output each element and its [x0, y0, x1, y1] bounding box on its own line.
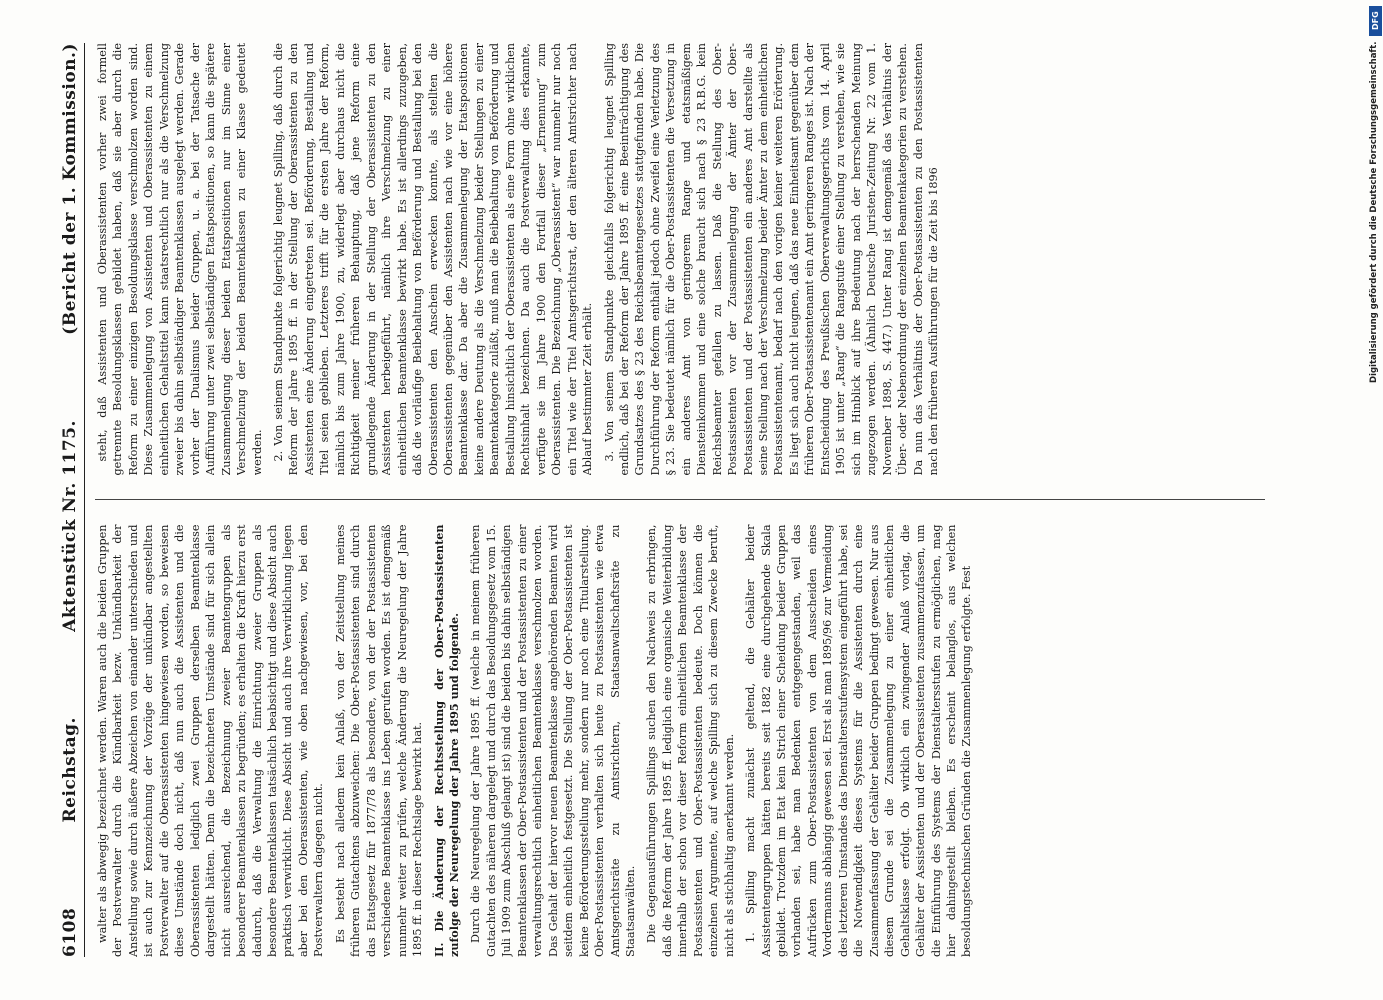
left-paragraph-5: 1. Spilling macht zunächst geltend, die Gehälter beider Assistentengruppen hätten bereits seit 1882 eine durchgehende Skala gebildet. Trotzdem im Etat kein Strich einer Scheidung beider Gruppen vorhanden sei, habe man Bedenken entgegengestanden, weil das Aufrücken zum Ober-Postassistenten von dem Ausscheiden eines Vordermanns abhängig gewesen sei. Erst als man 1895/96 zur Vermeidung des letzteren Umstandes das Dienstaltersstufensystem eingeführt habe, sei die Notwendigkeit dieses Systems für die Assistenten durch eine Zusammenfassung der Gehälter beider Gruppen bedingt gewesen. Nur aus diesem Grunde sei die Zusammenlegung zu einer einheitlichen Gehaltsklasse erfolgt. Ob wirklich ein zwingender Anlaß vorlag, die Gehälter der Assistenten und der Oberassistenten zusammenzufassen, um die Einführung des Systems der Dienstaltersstufen zu ermöglichen, mag hier dahingestellt bleiben. Es erscheint belanglos, aus welchen besoldungstechnischen Gründen die Zusammenlegung erfolgte. Fest	[744, 524, 974, 957]
dfg-logo: DFG	[1369, 6, 1382, 36]
page-header	[60, 43, 85, 957]
left-paragraph-2: Es besteht nach alledem kein Anlaß, von der Zeitstellung meines früheren Gutachtens abzuweichen: Die Ober-Postassistenten sind durch das Etatsgesetz für 1877/78 als besondere, von der der Postassistenten verschiedene Beamtenklasse ins Leben gerufen worden. Es ist demgemäß nunmehr weiter zu prüfen, welche Änderung die Neuregelung der Jahre 1895 ff. in dieser Rechtslage bewirkt hat.	[333, 524, 425, 957]
right-column	[95, 43, 1265, 476]
left-column	[95, 525, 1265, 958]
report-title: (Bericht der 1. Kommission.)	[60, 43, 80, 335]
page-number: 6108	[60, 907, 80, 957]
right-paragraph-1: steht, daß Assistenten und Oberassistenten vorher zwei formell getrennte Besoldungsklassen gebildet haben, daß sie aber durch die Reform zu einer einzigen Besoldungsklasse verschmolzen worden sind. Diese Zusammenlegung von Assistenten und Oberassistenten zu einem einheitlichen Gehaltstitel kann staatsrechtlich nur als die Verschmelzung zweier bis dahin selbständiger Beamtenklassen ausgelegt werden. Gerade vorher der Dualismus beider Gruppen, u. a. bei der Tatsache der Aufführung unter zwei selbständigen Etatspositionen, so kann die spätere Zusammenlegung dieser beiden Etatspositionen nur im Sinne einer Verschmelzung der beiden Beamtenklassen zu einer Klasse gedeutet werden.	[96, 43, 264, 476]
left-paragraph-3: Durch die Neuregelung der Jahre 1895 ff. (welche in meinem früheren Gutachten des näheren dargelegt und durch das Besoldungsgesetz vom 15. Juli 1909 zum Abschluß gelangt ist) sind die beiden bis dahin selbständigen Beamtenklassen der Ober-Postassistenten und der Postassistenten zu einer verwaltungsrechtlich einheitlichen Beamtenklasse verschmolzen worden. Das Gehalt der hiervor neuen Beamtenklasse angehörenden Beamten wird seitdem einheitlich festgesetzt. Die Stellung der Ober-Postassistenten ist keine Beförderungsstellung mehr, sondern nur noch eine Titularstellung. Ober-Postassistenten verhalten sich heute zu Postassistenten wie etwa Amtsgerichtsräte zu Amtsrichtern, Staatsanwaltschaftsräte zu Staatsanwälten.	[469, 524, 637, 957]
left-paragraph-1: walter als abwegig bezeichnet werden. Waren auch die beiden Gruppen der Postverwalter durch die Kündbarkeit bezw. Unkündbarkeit der Anstellung sowie durch äußere Abzeichen von einander unterschieden und ist auch zur Kennzeichnung der Vorzüge der unkündbar angestellten Postverwalter auf die Oberassistenten hingewiesen worden, so beweisen diese Umstände doch nicht, daß nun auch die Assistenten und die Oberassistenten lediglich zwei Gruppen derselben Beamtenklasse dargestellt hätten. Denn die bezeichneten Umstände sind für sich allein nicht ausreichend, die Bezeichnung zweier Beamtengruppen als besonderer Beamtenklassen zu begründen; es erhalten die Kraft hierzu erst dadurch, daß die Verwaltung die Einrichtung zweier Gruppen als besondere Beamtenklassen tatsächlich beabsichtigt und diese Absicht auch praktisch verwirklicht. Diese Absicht und auch ihre Verwirklichung liegen aber bei den Oberassistenten, wie oben nachgewiesen, vor, bei den Postverwaltern dagegen nicht.	[96, 524, 326, 957]
document-number: Aktenstück Nr. 1175.	[60, 420, 80, 632]
right-paragraph-3: 3. Von seinem Standpunkte gleichfalls folgerichtig leugnet Spilling endlich, daß bei der Reform der Jahre 1895 ff. eine Beeinträchtigung des Grundsatzes des § 23 des Reichsbeamtengesetzes stattgefunden habe. Die Durchführung der Reform enthält jedoch ohne Zweifel eine Verletzung des § 23. Sie bedeutet nämlich für die Ober-Postassistenten die Versetzung in ein anderes Amt von geringerem Range und etatsmäßigem Diensteinkommen und eine solche braucht sich nach § 23 R.B.G. kein Reichsbeamter gefallen zu lassen. Daß die Stellung des Ober-Postassistenten vor der Zusammenlegung der Ämter der Ober-Postassistenten und der Postassistenten ein anderes Amt darstellte als seine Stellung nach der Verschmelzung beider Ämter zu dem einheitlichen Postassistentenamt, bedarf nach den vorigen keiner weiteren Erörterung. Es liegt sich auch nicht leugnen, daß das neue Einheitsamt gegenüber dem früheren Ober-Postassistentenamt ein Amt geringeren Ranges ist. Nach der Entscheidung des Preußischen Oberverwaltungsgerichts vom 14. April 1905 ist unter „Rang“ die Rangstufe einer Stellung zu verstehen, wie sie sich im Hinblick auf ihre Bedeutung nach der herrschenden Meinung zugezogen werden. (Ähnlich Deutsche Juristen-Zeitung Nr. 22 vom 1. November 1898, S. 447.) Unter Rang ist demgemäß das Verhältnis der Über- oder Nebenordnung der einzelnen Beamtenkategorien zu verstehen. Da nun das Verhältnis der Ober-Postassistenten zu den Postassistenten nach den früheren Ausführungen für die Zeit bis 1896	[602, 43, 941, 476]
chamber-title: Reichstag.	[60, 717, 80, 823]
section-heading: II. Die Änderung der Rechtsstellung der Ober-Postassistenten zufolge der Neuregelung der Jahre 1895 und folgende.	[431, 524, 461, 957]
left-paragraph-4: Die Gegenausführungen Spillings suchen den Nachweis zu erbringen, daß die Reform der Jahre 1895 ff. lediglich eine organische Weiterbildung innerhalb der schon vor dieser Reform einheitlichen Beamtenklasse der Postassistenten und Ober-Postassistenten bedeute. Doch können die einzelnen Argumente, auf welche Spilling sich zu diesem Zwecke beruft, nicht als stichhaltig anerkannt werden.	[645, 524, 736, 957]
column-divider	[95, 500, 1265, 501]
right-paragraph-2: 2. Von seinem Standpunkte folgerichtig leugnet Spilling, daß durch die Reform der Jahre 1895 ff. in der Stellung der Oberassistenten zu den Assistenten eine Änderung eingetreten sei. Beförderung, Bestallung und Titel seien geblieben. Letzteres trifft für die ersten Jahre der Reform, nämlich bis zum Jahre 1900, zu, widerlegt aber durchaus nicht die Richtigkeit meiner früheren Behauptung, daß jene Reform eine grundlegende Änderung in der Stellung der Oberassistenten zu den Assistenten herbeigeführt, nämlich ihre Verschmelzung zu einer einheitlichen Beamtenklasse bewirkt habe. Es ist allerdings zuzugeben, daß die vorläufige Beibehaltung von Beförderung und Bestallung bei den Oberassistenten den Anschein erwecken konnte, als stellten die Oberassistenten gegenüber den Assistenten nach wie vor eine höhere Beamtenklasse dar. Da aber die Zusammenlegung der Etatspositionen keine andere Deutung als die Verschmelzung beider Stellungen zu einer Beamtenkategorie zuläßt, muß man die Beibehaltung von Beförderung und Bestallung hinsichtlich der Oberassistenten als eine Form ohne wirklichen Rechtsinhalt bezeichnen. Da auch die Postverwaltung dies erkannte, verfügte sie im Jahre 1900 den Fortfall dieser „Ernennung“ zum Oberassistenten. Die Bezeichnung „Oberassistent“ war nunmehr nur noch ein Titel wie der Titel Amtsgerichtsrat, der den älteren Amtsrichter nach Ablauf bestimmter Zeit erhält.	[271, 43, 595, 476]
rotated-document-page	[50, 25, 1290, 975]
digitization-note: Digitalisierung gefördert durch die Deutsche Forschungsgemeinschaft.	[1369, 42, 1379, 384]
text-columns	[95, 43, 1265, 957]
